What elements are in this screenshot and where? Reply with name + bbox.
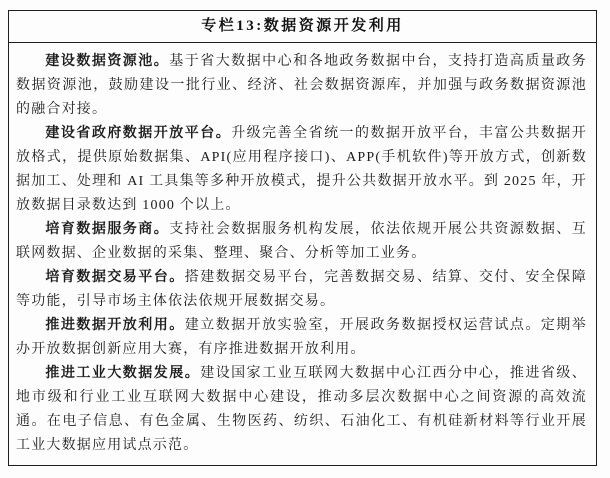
paragraph-lead: 培育数据服务商。	[45, 222, 170, 237]
paragraph-lead: 培育数据交易平台。	[45, 270, 185, 285]
paragraph	[16, 314, 587, 362]
column-box-body	[9, 43, 596, 465]
paragraph-text: 升级完善全省统一的数据开放平台，丰富公共数据开放格式，提供原始数据集、API(应用程序接口)、APP(手机软件)等开放方式，创新数据加工、处理和 AI 工具集等多种开放模式，提升公共数据开放水平。到 2025 年，开放数据目录数达到 1000 个以上。	[16, 126, 587, 213]
column-box	[8, 10, 597, 466]
paragraph	[16, 218, 587, 266]
paragraph-text: 支持社会数据服务机构发展，依法依规开展公共资源数据、互联网数据、企业数据的采集、整理、聚合、分析等加工业务。	[16, 222, 587, 261]
paragraph-lead: 推进数据开放利用。	[45, 318, 185, 333]
paragraph	[16, 50, 587, 122]
paragraph-lead: 建设省政府数据开放平台。	[45, 126, 232, 141]
paragraph	[16, 362, 587, 458]
paragraph-lead: 建设数据资源池。	[45, 54, 170, 69]
column-box-title: 专栏13:数据资源开发利用	[9, 11, 596, 43]
paragraph-lead: 推进工业大数据发展。	[45, 366, 201, 381]
paragraph	[16, 122, 587, 218]
paragraph	[16, 266, 587, 314]
paragraph-text: 搭建数据交易平台，完善数据交易、结算、交付、安全保障等功能，引导市场主体依法依规开展数据交易。	[16, 270, 587, 309]
paragraph-text: 建设国家工业互联网大数据中心江西分中心，推进省级、地市级和行业工业互联网大数据中心建设，推动多层次数据中心之间资源的高效流通。在电子信息、有色金属、生物医药、纺织、石油化工、有机硅新材料等行业开展工业大数据应用试点示范。	[16, 366, 588, 453]
paragraph-text: 基于省大数据中心和各地政务数据中台，支持打造高质量政务数据资源池，鼓励建设一批行业、经济、社会数据资源库，并加强与政务数据资源池的融合对接。	[16, 54, 587, 117]
paragraph-text: 建立数据开放实验室，开展政务数据授权运营试点。定期举办开放数据创新应用大赛，有序推进数据开放利用。	[16, 318, 587, 357]
